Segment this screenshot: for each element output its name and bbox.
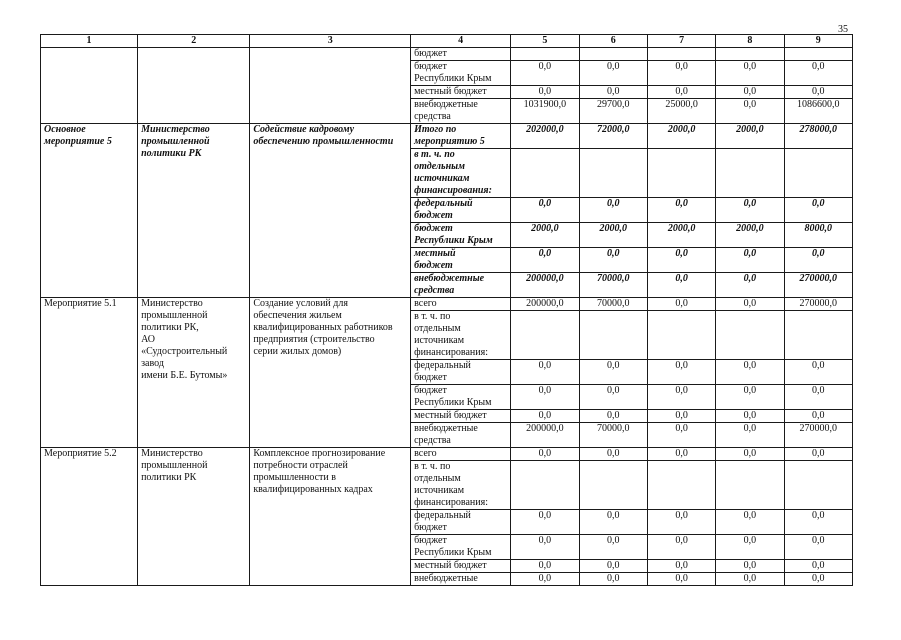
value-cell: 0,0 (579, 86, 647, 99)
value-cell: 0,0 (716, 273, 784, 298)
value-cell: 0,0 (579, 248, 647, 273)
value-cell: 0,0 (716, 86, 784, 99)
value-cell: 0,0 (716, 510, 784, 535)
source-label: местный бюджет (411, 86, 511, 99)
header-cell: 6 (579, 35, 647, 48)
value-cell: 70000,0 (579, 298, 647, 311)
value-cell (511, 461, 579, 510)
value-cell: 0,0 (579, 410, 647, 423)
continuation-col1 (41, 48, 138, 124)
value-cell: 0,0 (716, 560, 784, 573)
value-cell (716, 311, 784, 360)
header-cell: 5 (511, 35, 579, 48)
value-cell: 0,0 (511, 510, 579, 535)
value-cell (716, 48, 784, 61)
value-cell: 200000,0 (511, 423, 579, 448)
value-cell: 270000,0 (784, 423, 852, 448)
header-cell: 7 (647, 35, 715, 48)
value-cell: 2000,0 (511, 223, 579, 248)
value-cell: 0,0 (716, 448, 784, 461)
value-cell: 0,0 (716, 573, 784, 586)
value-cell: 29700,0 (579, 99, 647, 124)
budget-table (40, 34, 853, 586)
value-cell (579, 311, 647, 360)
value-cell: 8000,0 (784, 223, 852, 248)
header-cell: 9 (784, 35, 852, 48)
value-cell: 0,0 (511, 560, 579, 573)
value-cell (784, 311, 852, 360)
value-cell: 0,0 (511, 198, 579, 223)
value-cell (647, 461, 715, 510)
value-cell: 0,0 (784, 360, 852, 385)
value-cell (716, 149, 784, 198)
source-label: Итого по мероприятию 5 (411, 124, 511, 149)
value-cell: 0,0 (784, 510, 852, 535)
value-cell: 0,0 (647, 410, 715, 423)
value-cell: 0,0 (647, 535, 715, 560)
value-cell (647, 149, 715, 198)
value-cell: 0,0 (716, 423, 784, 448)
source-label: федеральный бюджет (411, 510, 511, 535)
value-cell: 70000,0 (579, 423, 647, 448)
value-cell: 0,0 (647, 248, 715, 273)
value-cell: 0,0 (511, 573, 579, 586)
source-label: местный бюджет (411, 560, 511, 573)
value-cell: 2000,0 (647, 124, 715, 149)
value-cell: 0,0 (716, 198, 784, 223)
value-cell: 0,0 (647, 61, 715, 86)
value-cell (511, 48, 579, 61)
value-cell (511, 311, 579, 360)
value-cell: 0,0 (579, 385, 647, 410)
value-cell: 0,0 (784, 86, 852, 99)
value-cell: 0,0 (511, 248, 579, 273)
source-label: местный бюджет (411, 410, 511, 423)
source-label: в т. ч. по отдельным источникам финансирования: (411, 149, 511, 198)
source-label: федеральный бюджет (411, 198, 511, 223)
value-cell: 0,0 (716, 410, 784, 423)
value-cell: 0,0 (784, 198, 852, 223)
value-cell: 0,0 (579, 448, 647, 461)
value-cell (784, 149, 852, 198)
source-label: всего (411, 448, 511, 461)
table-row (41, 298, 853, 311)
value-cell (579, 48, 647, 61)
value-cell: 72000,0 (579, 124, 647, 149)
value-cell: 0,0 (579, 535, 647, 560)
value-cell: 0,0 (647, 423, 715, 448)
value-cell: 0,0 (579, 510, 647, 535)
value-cell: 2000,0 (647, 223, 715, 248)
value-cell: 25000,0 (647, 99, 715, 124)
value-cell (579, 149, 647, 198)
value-cell: 1031900,0 (511, 99, 579, 124)
value-cell: 0,0 (511, 61, 579, 86)
source-label: бюджет Республики Крым (411, 223, 511, 248)
value-cell: 202000,0 (511, 124, 579, 149)
value-cell (716, 461, 784, 510)
value-cell: 0,0 (647, 86, 715, 99)
responsible-executor: Министерство промышленной политики РК, АО «Судостроительный завод имени Б.Е. Бутомы» (138, 298, 250, 448)
header-row (41, 35, 853, 48)
page-number: 35 (838, 24, 848, 35)
value-cell: 0,0 (511, 535, 579, 560)
value-cell (647, 48, 715, 61)
value-cell: 0,0 (647, 510, 715, 535)
source-label: внебюджетные средства (411, 423, 511, 448)
value-cell: 0,0 (784, 535, 852, 560)
value-cell: 0,0 (784, 448, 852, 461)
header-cell: 1 (41, 35, 138, 48)
value-cell: 0,0 (647, 198, 715, 223)
value-cell: 2000,0 (579, 223, 647, 248)
value-cell: 0,0 (579, 560, 647, 573)
source-label: бюджет Республики Крым (411, 385, 511, 410)
value-cell: 0,0 (511, 360, 579, 385)
value-cell: 0,0 (511, 86, 579, 99)
value-cell (579, 461, 647, 510)
continuation-col3 (250, 48, 411, 124)
source-label: местный бюджет (411, 248, 511, 273)
activity-name: Мероприятие 5.2 (41, 448, 138, 586)
value-cell: 270000,0 (784, 273, 852, 298)
activity-description: Создание условий для обеспечения жильем квалифицированных работников предприятия (строительство серии жилых домов) (250, 298, 411, 448)
value-cell (784, 461, 852, 510)
source-label: внебюджетные средства (411, 99, 511, 124)
header-cell: 4 (411, 35, 511, 48)
value-cell: 278000,0 (784, 124, 852, 149)
value-cell: 0,0 (784, 573, 852, 586)
value-cell: 0,0 (579, 198, 647, 223)
value-cell: 0,0 (647, 385, 715, 410)
value-cell: 0,0 (647, 360, 715, 385)
value-cell: 0,0 (784, 248, 852, 273)
value-cell: 0,0 (579, 573, 647, 586)
responsible-executor: Министерство промышленной политики РК (138, 124, 250, 298)
value-cell: 0,0 (511, 448, 579, 461)
header-cell: 3 (250, 35, 411, 48)
source-label: внебюджетные средства (411, 273, 511, 298)
value-cell: 0,0 (716, 360, 784, 385)
value-cell: 0,0 (716, 535, 784, 560)
value-cell: 0,0 (716, 298, 784, 311)
source-label: всего (411, 298, 511, 311)
continuation-col2 (138, 48, 250, 124)
value-cell: 70000,0 (579, 273, 647, 298)
value-cell: 200000,0 (511, 298, 579, 311)
value-cell: 0,0 (784, 61, 852, 86)
source-label: бюджет (411, 48, 511, 61)
header-cell: 8 (716, 35, 784, 48)
value-cell: 0,0 (784, 385, 852, 410)
source-label: внебюджетные (411, 573, 511, 586)
value-cell: 200000,0 (511, 273, 579, 298)
value-cell (647, 311, 715, 360)
source-label: бюджет Республики Крым (411, 61, 511, 86)
value-cell: 0,0 (579, 61, 647, 86)
value-cell: 1086600,0 (784, 99, 852, 124)
source-label: бюджет Республики Крым (411, 535, 511, 560)
value-cell: 0,0 (579, 360, 647, 385)
value-cell: 270000,0 (784, 298, 852, 311)
value-cell: 0,0 (647, 448, 715, 461)
value-cell: 0,0 (784, 560, 852, 573)
value-cell: 2000,0 (716, 223, 784, 248)
table-row (41, 48, 853, 61)
responsible-executor: Министерство промышленной политики РК (138, 448, 250, 586)
value-cell: 0,0 (784, 410, 852, 423)
value-cell (511, 149, 579, 198)
header-cell: 2 (138, 35, 250, 48)
value-cell: 0,0 (647, 560, 715, 573)
activity-name: Основное мероприятие 5 (41, 124, 138, 298)
value-cell: 0,0 (716, 61, 784, 86)
value-cell: 2000,0 (716, 124, 784, 149)
source-label: в т. ч. по отдельным источникам финансирования: (411, 461, 511, 510)
value-cell (784, 48, 852, 61)
value-cell: 0,0 (511, 385, 579, 410)
table-row (41, 448, 853, 461)
value-cell: 0,0 (716, 248, 784, 273)
activity-description: Комплексное прогнозирование потребности отраслей промышленности в квалифицированных кадрах (250, 448, 411, 586)
value-cell: 0,0 (511, 410, 579, 423)
source-label: в т. ч. по отдельным источникам финансирования: (411, 311, 511, 360)
activity-name: Мероприятие 5.1 (41, 298, 138, 448)
table-body (41, 35, 853, 586)
table-row (41, 124, 853, 149)
value-cell: 0,0 (716, 99, 784, 124)
value-cell: 0,0 (647, 273, 715, 298)
source-label: федеральный бюджет (411, 360, 511, 385)
activity-description: Содействие кадровому обеспечению промышленности (250, 124, 411, 298)
value-cell: 0,0 (647, 573, 715, 586)
value-cell: 0,0 (647, 298, 715, 311)
value-cell: 0,0 (716, 385, 784, 410)
